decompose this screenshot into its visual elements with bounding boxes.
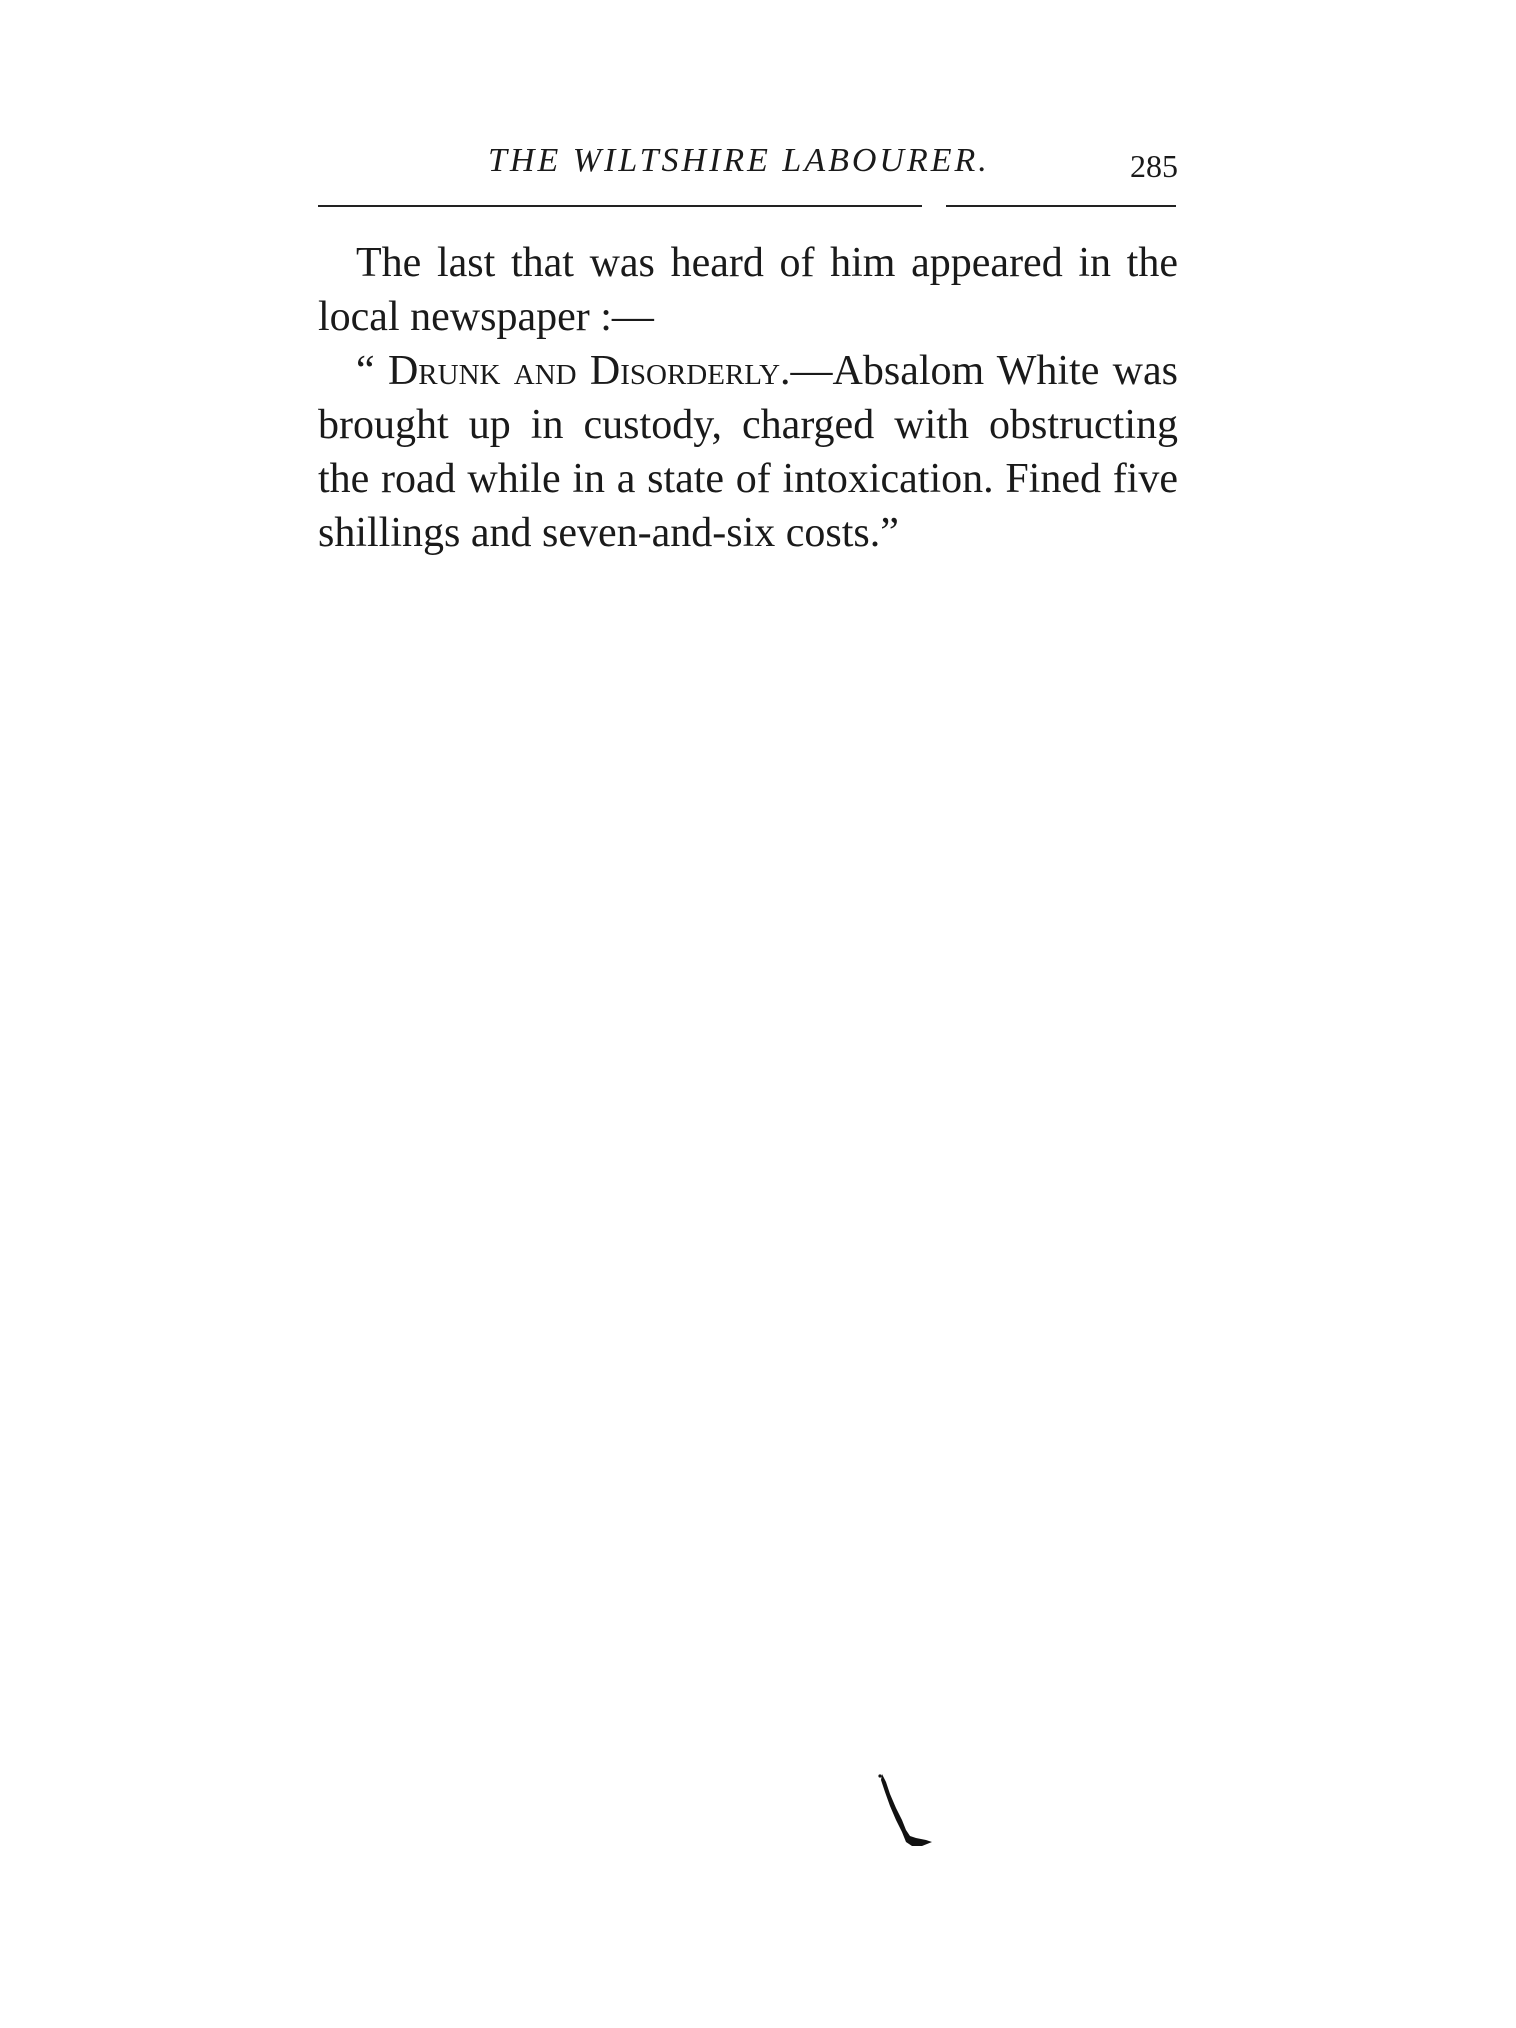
ink-blot-mark — [876, 1772, 946, 1852]
paragraph-2-text: —Absalom White was brought up in custody, charged with obstructing the road while in a state of intoxication. Fined five shillings and seven-and-six costs.” — [318, 348, 1178, 556]
page-number: 285 — [1130, 148, 1178, 184]
open-quote: “ — [356, 348, 388, 394]
headline-smallcaps: Drunk and Disorderly. — [387, 348, 791, 394]
paragraph-1: The last that was heard of him appeared in the local newspaper :— — [318, 240, 1178, 340]
running-title: THE WILTSHIRE LABOURER. — [488, 142, 990, 179]
header-rule-gap — [922, 200, 946, 210]
body-text — [318, 236, 1178, 560]
running-head — [318, 136, 1178, 186]
paragraph-2 — [318, 344, 1178, 560]
header-rule — [318, 205, 1176, 207]
